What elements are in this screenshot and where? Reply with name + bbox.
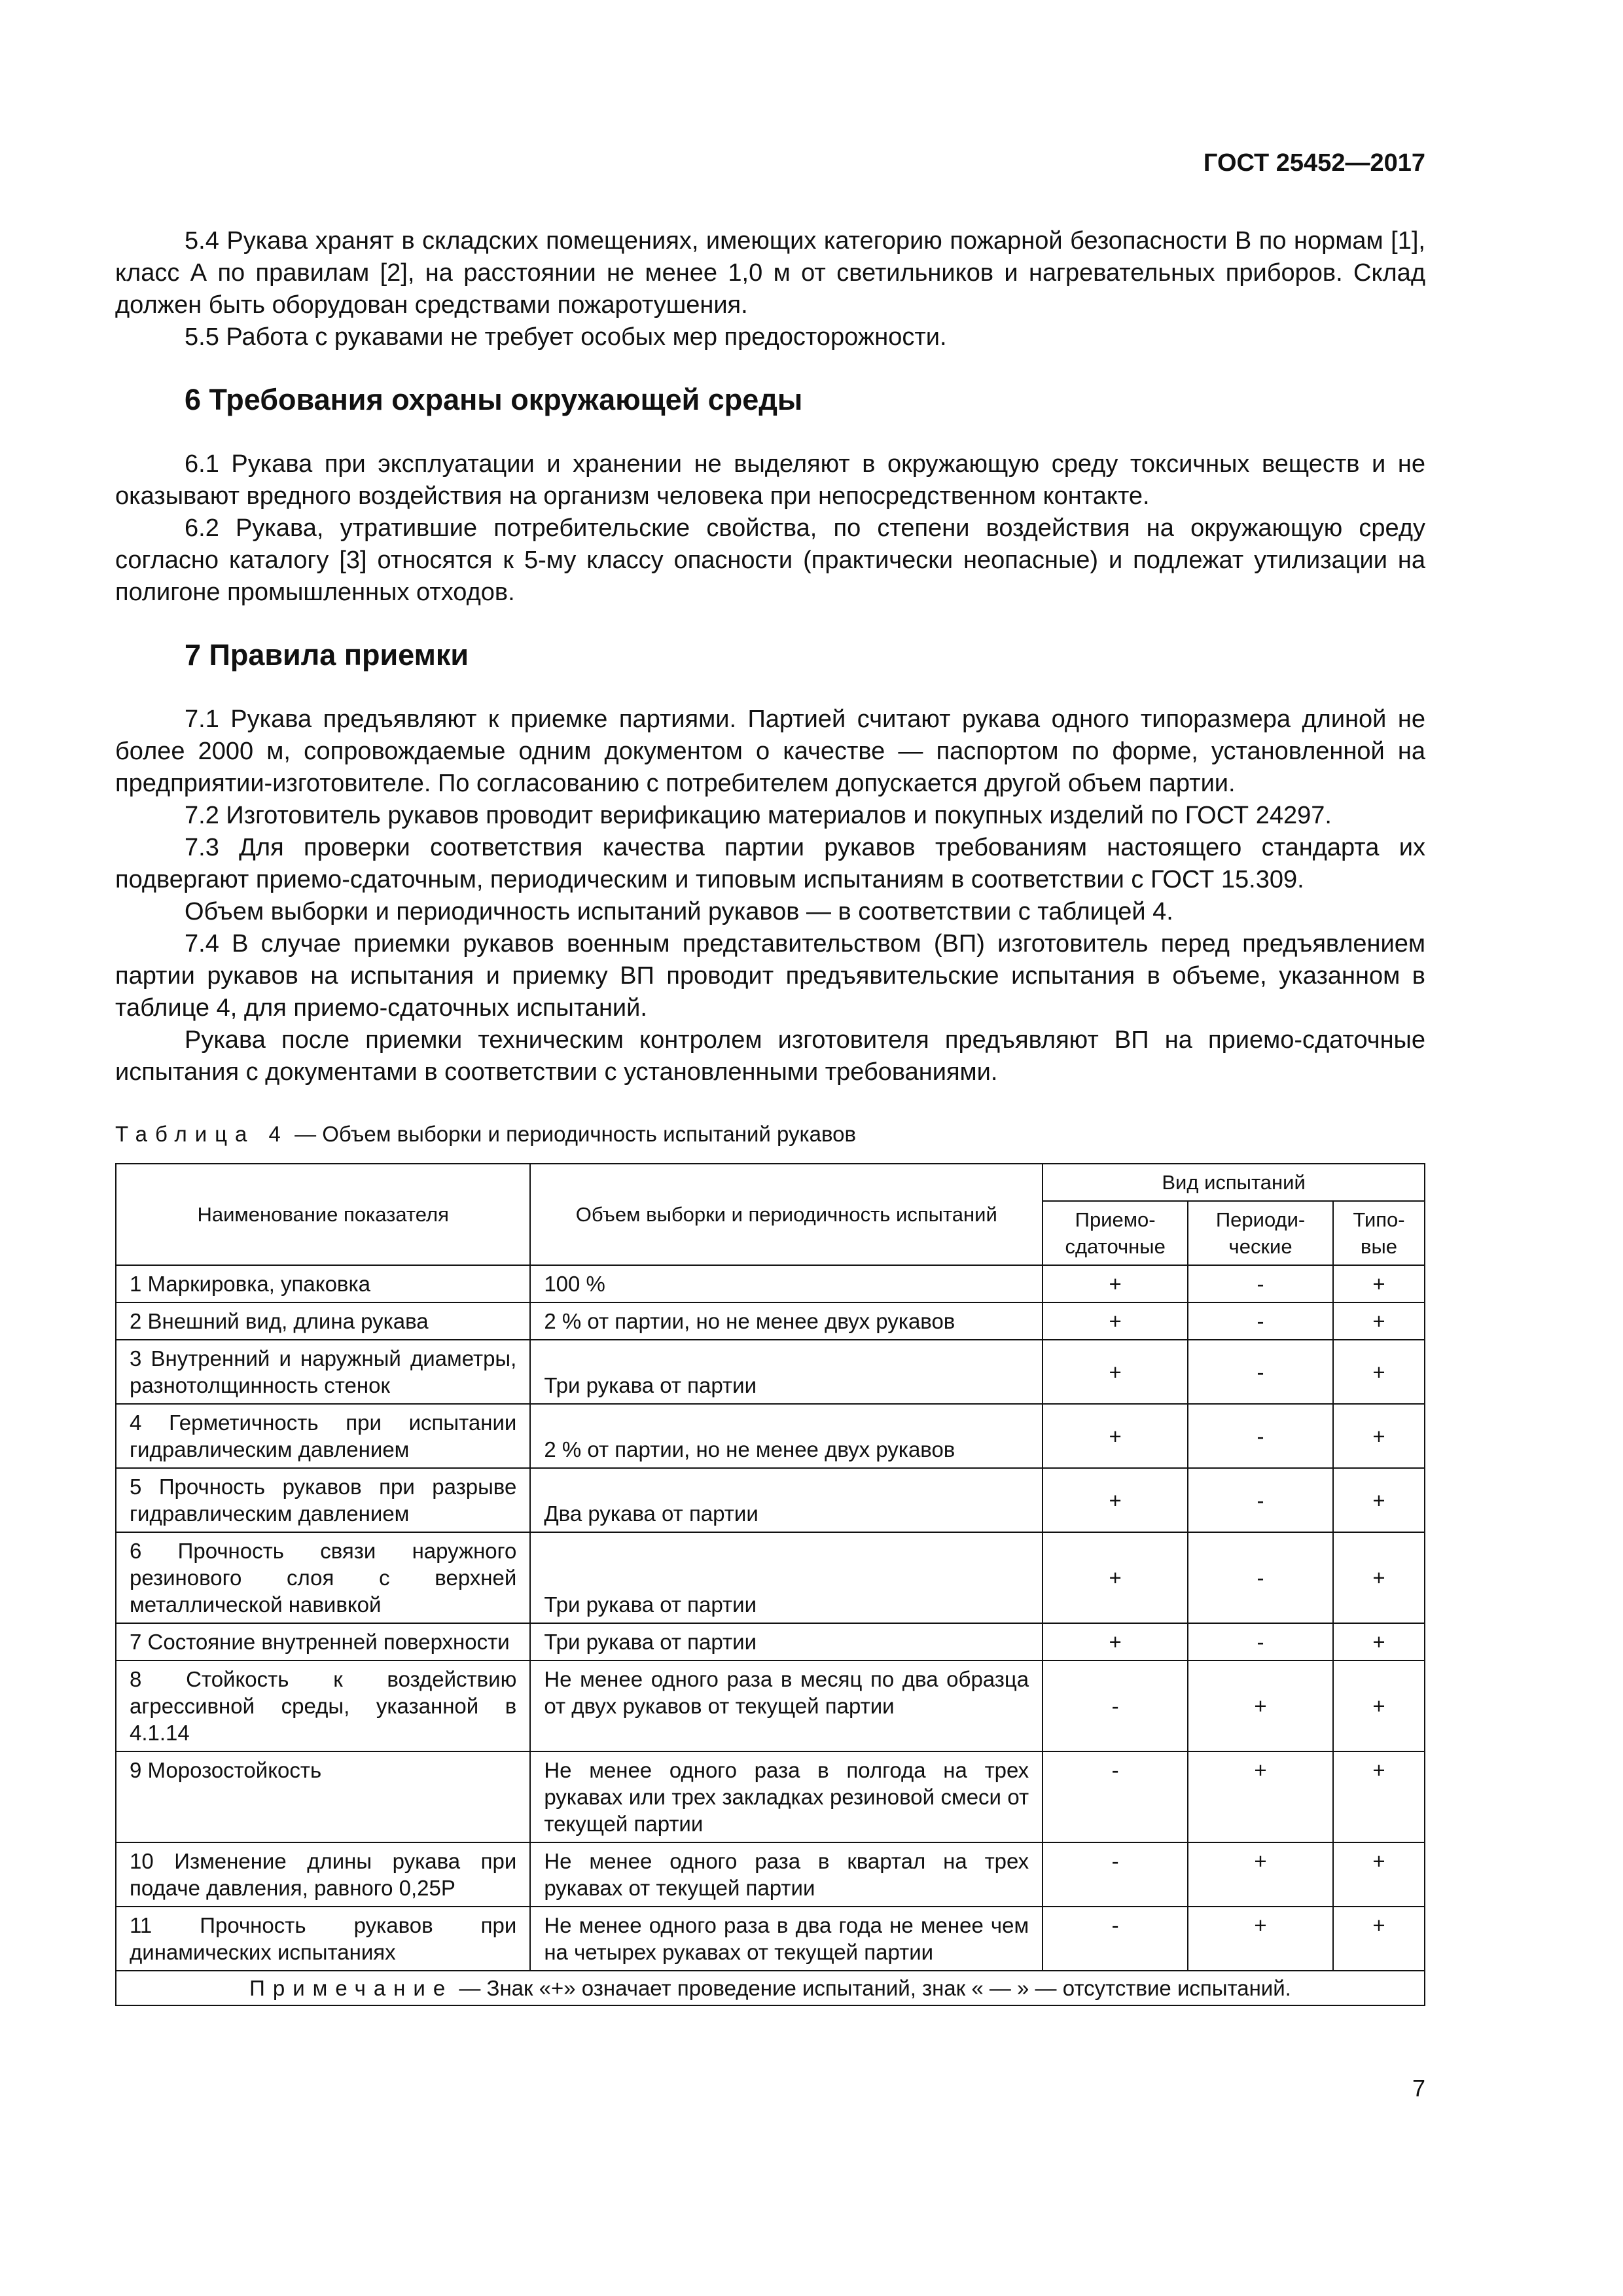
section-7-heading: 7 Правила приемки	[185, 638, 469, 672]
paragraph-5-4: 5.4 Рукава хранят в складских помещениях, имеющих категорию пожарной безопасности В по нормам [1], класс А по правилам [2], на расстоянии не менее 1,0 м от светильников и нагревательных приборов. Склад должен быть оборудован средствами пожаротушения.	[115, 227, 1425, 319]
cell-type: +	[1333, 1842, 1425, 1907]
paragraph-7-3-cont: Объем выборки и периодичность испытаний рукавов — в соответствии с таблицей 4.	[185, 898, 1173, 925]
cell-volume: Не менее одного раза в полгода на трех рукавах или трех закладках резиновой смеси от текущей партии	[530, 1751, 1043, 1842]
cell-period: -	[1188, 1623, 1333, 1660]
cell-volume: 2 % от партии, но не менее двух рукавов	[530, 1404, 1043, 1468]
cell-name: 10 Изменение длины рукава при подаче давления, равного 0,25Р	[116, 1842, 530, 1907]
page-number: 7	[1412, 2075, 1425, 2102]
cell-accept: +	[1043, 1532, 1188, 1623]
table-row	[116, 1532, 1425, 1623]
cell-type: +	[1333, 1660, 1425, 1751]
paragraph-7-2: 7.2 Изготовитель рукавов проводит верификацию материалов и покупных изделий по ГОСТ 24297.	[185, 802, 1332, 829]
table-row	[116, 1340, 1425, 1404]
table-caption-label: Таблица 4	[115, 1122, 289, 1146]
paragraph-7-4-cont: Рукава после приемки техническим контролем изготовителя предъявляют ВП на приемо-сдаточные испытания с документами в соответствии с установленными требованиями.	[115, 1026, 1425, 1086]
cell-type: +	[1333, 1907, 1425, 1971]
cell-accept: -	[1043, 1751, 1188, 1842]
cell-type: +	[1333, 1468, 1425, 1532]
cell-accept: +	[1043, 1404, 1188, 1468]
cell-accept: +	[1043, 1623, 1188, 1660]
cell-period: -	[1188, 1468, 1333, 1532]
cell-period: +	[1188, 1751, 1333, 1842]
cell-type: +	[1333, 1340, 1425, 1404]
tests-table	[115, 1163, 1425, 2006]
header-type: Типо- вые	[1333, 1201, 1425, 1265]
table-row	[116, 1907, 1425, 1971]
cell-accept: -	[1043, 1842, 1188, 1907]
paragraph-7-1: 7.1 Рукава предъявляют к приемке партиями. Партией считают рукава одного типоразмера длиной не более 2000 м, сопровождаемые одним документом о качестве — паспортом по форме, установленной на предприятии-изготовителе. По согласованию с потребителем допускается другой объем партии.	[115, 706, 1425, 797]
paragraph-5-5: 5.5 Работа с рукавами не требует особых мер предосторожности.	[185, 323, 947, 351]
header-name: Наименование показателя	[116, 1164, 530, 1265]
cell-accept: +	[1043, 1265, 1188, 1302]
header-kind: Вид испытаний	[1043, 1164, 1425, 1201]
table-note	[116, 1971, 1425, 2005]
cell-name: 5 Прочность рукавов при разрыве гидравлическим давлением	[116, 1468, 530, 1532]
cell-accept: -	[1043, 1907, 1188, 1971]
document-id-header: ГОСТ 25452—2017	[1203, 149, 1425, 177]
table-row	[116, 1660, 1425, 1751]
cell-name: 7 Состояние внутренней поверхности	[116, 1623, 530, 1660]
header-period: Периоди- ческие	[1188, 1201, 1333, 1265]
cell-name: 11 Прочность рукавов при динамических испытаниях	[116, 1907, 530, 1971]
cell-accept: +	[1043, 1302, 1188, 1340]
document-body	[115, 225, 1425, 2006]
cell-volume: 2 % от партии, но не менее двух рукавов	[530, 1302, 1043, 1340]
cell-period: -	[1188, 1302, 1333, 1340]
cell-volume: Три рукава от партии	[530, 1532, 1043, 1623]
table-note-text: — Знак «+» означает проведение испытаний, знак « — » — отсутствие испытаний.	[453, 1976, 1291, 2000]
table-caption	[115, 1120, 1425, 1149]
table-row	[116, 1265, 1425, 1302]
table-row	[116, 1842, 1425, 1907]
cell-name: 6 Прочность связи наружного резинового слоя с верхней металлической навивкой	[116, 1532, 530, 1623]
cell-volume: Три рукава от партии	[530, 1623, 1043, 1660]
cell-name: 2 Внешний вид, длина рукава	[116, 1302, 530, 1340]
cell-name: 3 Внутренний и наружный диаметры, разнотолщинность стенок	[116, 1340, 530, 1404]
header-accept: Приемо- сдаточные	[1043, 1201, 1188, 1265]
cell-name: 4 Герметичность при испытании гидравлическим давлением	[116, 1404, 530, 1468]
table-row	[116, 1468, 1425, 1532]
cell-accept: -	[1043, 1660, 1188, 1751]
cell-period: +	[1188, 1907, 1333, 1971]
cell-period: +	[1188, 1842, 1333, 1907]
cell-period: -	[1188, 1532, 1333, 1623]
cell-name: 9 Морозостойкость	[116, 1751, 530, 1842]
cell-type: +	[1333, 1302, 1425, 1340]
cell-period: -	[1188, 1340, 1333, 1404]
cell-type: +	[1333, 1532, 1425, 1623]
table-note-label: Примечание	[249, 1976, 454, 2000]
paragraph-7-4: 7.4 В случае приемки рукавов военным представительством (ВП) изготовитель перед предъявлением партии рукавов на испытания и приемку ВП проводит предъявительские испытания в объеме, указанном в таблице 4, для приемо-сдаточных испытаний.	[115, 930, 1425, 1022]
cell-type: +	[1333, 1751, 1425, 1842]
table-row	[116, 1302, 1425, 1340]
table-caption-text: — Объем выборки и периодичность испытаний рукавов	[288, 1122, 857, 1146]
cell-name: 1 Маркировка, упаковка	[116, 1265, 530, 1302]
table-row	[116, 1623, 1425, 1660]
cell-volume: Два рукава от партии	[530, 1468, 1043, 1532]
table-note-row	[116, 1971, 1425, 2005]
cell-period: -	[1188, 1404, 1333, 1468]
cell-accept: +	[1043, 1468, 1188, 1532]
table-row	[116, 1751, 1425, 1842]
paragraph-6-2: 6.2 Рукава, утратившие потребительские свойства, по степени воздействия на окружающую среду согласно каталогу [3] относятся к 5-му классу опасности (практически неопасные) и подлежат утилизации на полигоне промышленных отходов.	[115, 514, 1425, 606]
cell-type: +	[1333, 1404, 1425, 1468]
cell-accept: +	[1043, 1340, 1188, 1404]
cell-period: -	[1188, 1265, 1333, 1302]
cell-volume: 100 %	[530, 1265, 1043, 1302]
cell-volume: Не менее одного раза в квартал на трех рукавах от текущей партии	[530, 1842, 1043, 1907]
header-volume: Объем выборки и периодичность испытаний	[530, 1164, 1043, 1265]
cell-type: +	[1333, 1265, 1425, 1302]
paragraph-7-3: 7.3 Для проверки соответствия качества партии рукавов требованиям настоящего стандарта их подвергают приемо-сдаточным, периодическим и типовым испытаниям в соответствии с ГОСТ 15.309.	[115, 834, 1425, 893]
section-6-heading: 6 Требования охраны окружающей среды	[185, 383, 803, 416]
table-body	[116, 1265, 1425, 2005]
cell-volume: Три рукава от партии	[530, 1340, 1043, 1404]
paragraph-6-1: 6.1 Рукава при эксплуатации и хранении не выделяют в окружающую среду токсичных веществ и не оказывают вредного воздействия на организм человека при непосредственном контакте.	[115, 450, 1425, 510]
cell-volume: Не менее одного раза в два года не менее чем на четырех рукавах от текущей партии	[530, 1907, 1043, 1971]
cell-name: 8 Стойкость к воздействию агрессивной среды, указанной в 4.1.14	[116, 1660, 530, 1751]
cell-volume: Не менее одного раза в месяц по два образца от двух рукавов от текущей партии	[530, 1660, 1043, 1751]
cell-type: +	[1333, 1623, 1425, 1660]
cell-period: +	[1188, 1660, 1333, 1751]
table-row	[116, 1404, 1425, 1468]
